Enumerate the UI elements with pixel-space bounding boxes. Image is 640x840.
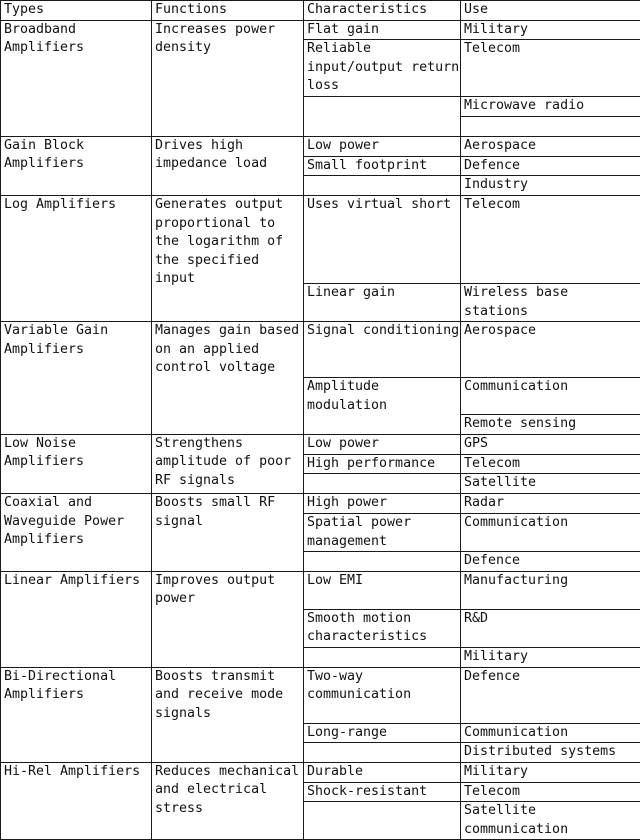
characteristic-cell: Long-range: [304, 723, 461, 743]
use-cell: Telecom: [461, 195, 640, 283]
type-cell: Hi-Rel Amplifiers: [1, 762, 152, 840]
use-cell: [461, 116, 640, 136]
characteristic-cell: Amplitude modulation: [304, 378, 461, 435]
header-use: Use: [461, 1, 640, 21]
use-cell: Telecom: [461, 40, 640, 97]
use-cell: Military: [461, 647, 640, 667]
characteristic-cell: [304, 176, 461, 196]
use-cell: R&D: [461, 609, 640, 647]
characteristic-cell: Uses virtual short: [304, 195, 461, 283]
use-cell: Aerospace: [461, 136, 640, 156]
table-row: [1, 322, 640, 378]
characteristic-cell: [304, 552, 461, 572]
function-cell: Drives high impedance load: [152, 136, 304, 195]
use-cell: Defence: [461, 552, 640, 572]
type-cell: Bi-Directional Amplifiers: [1, 667, 152, 762]
type-cell: Gain Block Amplifiers: [1, 136, 152, 195]
characteristic-cell: Low power: [304, 434, 461, 454]
characteristic-cell: Durable: [304, 762, 461, 782]
header-row: [1, 1, 640, 21]
type-cell: Linear Amplifiers: [1, 571, 152, 667]
use-cell: Defence: [461, 667, 640, 723]
characteristic-cell: Two-way communication: [304, 667, 461, 723]
characteristic-cell: [304, 474, 461, 494]
header-types: Types: [1, 1, 152, 21]
table-row: [1, 434, 640, 454]
characteristic-cell: Low EMI: [304, 571, 461, 609]
use-cell: Satellite communication: [461, 802, 640, 840]
use-cell: Wireless base stations: [461, 283, 640, 321]
use-cell: Satellite: [461, 474, 640, 494]
table-row: [1, 571, 640, 609]
characteristic-cell: [304, 802, 461, 840]
function-cell: Strengthens amplitude of poor RF signals: [152, 434, 304, 493]
use-cell: Military: [461, 20, 640, 40]
type-cell: Low Noise Amplifiers: [1, 434, 152, 493]
header-functions: Functions: [152, 1, 304, 21]
table-row: [1, 20, 640, 40]
use-cell: Microwave radio: [461, 97, 640, 117]
table-row: [1, 136, 640, 156]
use-cell: Telecom: [461, 782, 640, 802]
use-cell: Remote sensing: [461, 415, 640, 435]
use-cell: Manufacturing: [461, 571, 640, 609]
use-cell: Communication: [461, 513, 640, 551]
characteristic-cell: Shock-resistant: [304, 782, 461, 802]
use-cell: Military: [461, 762, 640, 782]
characteristic-cell: High performance: [304, 454, 461, 474]
use-cell: Distributed systems: [461, 743, 640, 763]
function-cell: Reduces mechanical and electrical stress: [152, 762, 304, 840]
use-cell: Industry: [461, 176, 640, 196]
characteristic-cell: Spatial power management: [304, 513, 461, 551]
function-cell: Manages gain based on an applied control voltage: [152, 322, 304, 435]
use-cell: Telecom: [461, 454, 640, 474]
function-cell: Generates output proportional to the logarithm of the specified input: [152, 195, 304, 321]
function-cell: Increases power density: [152, 20, 304, 136]
use-cell: Communication: [461, 378, 640, 415]
function-cell: Improves output power: [152, 571, 304, 667]
type-cell: Variable Gain Amplifiers: [1, 322, 152, 435]
characteristic-cell: Small footprint: [304, 156, 461, 176]
header-characteristics: Characteristics: [304, 1, 461, 21]
use-cell: Communication: [461, 723, 640, 743]
use-cell: Radar: [461, 493, 640, 513]
use-cell: Aerospace: [461, 322, 640, 378]
characteristic-cell: Linear gain: [304, 283, 461, 321]
characteristic-cell: [304, 743, 461, 763]
table-row: [1, 667, 640, 723]
table-row: [1, 762, 640, 782]
table-row: [1, 493, 640, 513]
characteristic-cell: Signal conditioning: [304, 322, 461, 378]
characteristic-cell: Low power: [304, 136, 461, 156]
use-cell: GPS: [461, 434, 640, 454]
characteristic-cell: High power: [304, 493, 461, 513]
characteristic-cell: [304, 97, 461, 137]
characteristic-cell: Flat gain: [304, 20, 461, 40]
function-cell: Boosts small RF signal: [152, 493, 304, 571]
characteristic-cell: [304, 647, 461, 667]
type-cell: Broadband Amplifiers: [1, 20, 152, 136]
type-cell: Coaxial and Waveguide Power Amplifiers: [1, 493, 152, 571]
function-cell: Boosts transmit and receive mode signals: [152, 667, 304, 762]
use-cell: Defence: [461, 156, 640, 176]
characteristic-cell: Smooth motion characteristics: [304, 609, 461, 647]
table-row: [1, 195, 640, 283]
type-cell: Log Amplifiers: [1, 195, 152, 321]
characteristic-cell: Reliable input/output return loss: [304, 40, 461, 97]
